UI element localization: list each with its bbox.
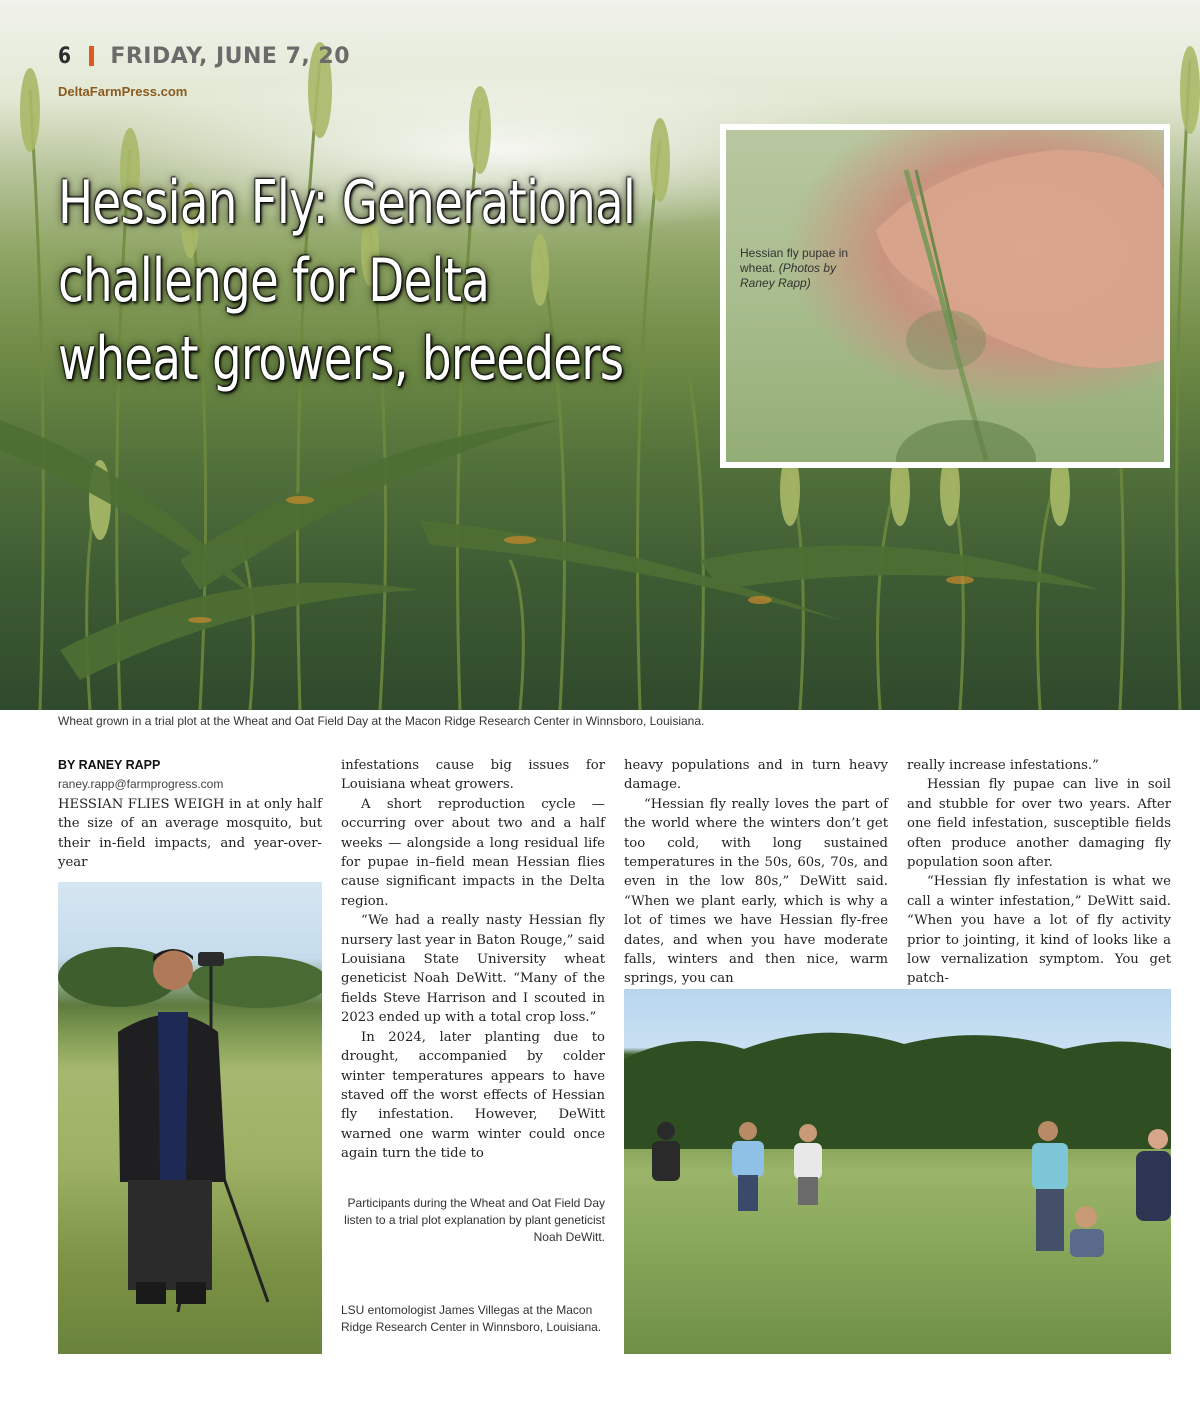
inset-caption	[740, 246, 850, 291]
article-paragraph-7: “Hessian fly infestation is what we call a winter infestation,” DeWitt said. “When you have a lot of fly activity prior to jointing, it kind of looks like a low vernalization symptom. You get patch-	[907, 874, 1171, 987]
article-column-4	[907, 756, 1171, 989]
hessian-fly-pupae-photo	[726, 130, 1164, 462]
author-email[interactable]: raney.rapp@farmprogress.com	[58, 777, 224, 792]
lead-in: HESSIAN FLIES WEIGH	[58, 796, 225, 812]
hero-caption: Wheat grown in a trial plot at the Wheat and Oat Field Day at the Macon Ridge Research Center in Winnsboro, Louisiana.	[58, 714, 705, 728]
participants-in-field-illustration	[624, 989, 1171, 1354]
article-paragraph-6: Hessian fly pupae can live in soil and stubble for over two years. After one field infestation, susceptible fields often produce another damaging fly population soon after.	[907, 777, 1171, 871]
article-column-1	[58, 756, 322, 872]
article-column-2	[341, 756, 605, 1164]
article-paragraph-1-continued: infestations cause big issues for Louisiana wheat growers.	[341, 758, 605, 793]
masthead-separator	[89, 46, 94, 66]
article-paragraph-4: In 2024, later planting due to drought, accompanied by colder winter temperatures appears to have staved off the worst effects of Hessian fly infestation. However, DeWitt warned one warm winter could once again turn the tide to	[341, 1029, 605, 1162]
article-paragraph-5: “Hessian fly really loves the part of the world where the winters don’t get too cold, with long sustained temperatures in the 50s, 60s, 70s, and even in the low 80s,” DeWitt said. “When we plant early, which is why a lot of times we have Hessian fly-free dates, and when you have moderate falls, winters and then nice, warm springs, you can	[624, 796, 888, 987]
inset-caption-text: Hessian fly pupae in wheat.	[740, 246, 849, 275]
masthead	[58, 44, 350, 69]
article-paragraph-1	[58, 795, 322, 873]
entomologist-photo-caption: LSU entomologist James Villegas at the Macon Ridge Research Center in Winnsboro, Louisiana.	[341, 1303, 602, 1334]
photo-credit: (Photos by Raney Rapp)	[740, 261, 837, 290]
headline-line-3: wheat growers, breeders	[58, 324, 624, 394]
paragraph-text: in at only half the size of an average mosquito, but their in-field impacts, and year-over-year	[58, 796, 322, 871]
article-paragraph-3: “We had a really nasty Hessian fly nursery last year in Baton Rouge,” said Louisiana State University wheat geneticist Noah DeWitt. “Many of the fields Steve Harrison and I scouted in 2023 ended up with a total crop loss.”	[341, 913, 605, 1026]
website-link[interactable]: DeltaFarmPress.com	[58, 84, 188, 99]
headline-line-2: challenge for Delta	[58, 246, 490, 316]
article-paragraph-5-continued: really increase infestations.”	[907, 758, 1099, 773]
issue-date: FRIDAY, JUNE 7, 20	[110, 44, 351, 69]
page-number: 6	[58, 44, 72, 69]
field-day-participants-photo	[624, 989, 1171, 1354]
person-with-tripod-illustration	[58, 882, 322, 1354]
hand-holding-wheat-illustration	[726, 130, 1164, 462]
inset-photo-frame	[720, 124, 1170, 468]
headline-line-1: Hessian Fly: Generational	[58, 168, 636, 238]
headline	[58, 164, 708, 398]
article-column-3	[624, 756, 888, 989]
article-paragraph-2: A short reproduction cycle — occurring over about two and a half weeks — alongside a long residual life for pupae in–field mean Hessian flies cause significant impacts in the Delta region.	[341, 796, 605, 909]
entomologist-photo	[58, 882, 322, 1354]
article-paragraph-4-continued: heavy populations and in turn heavy damage.	[624, 758, 888, 793]
byline: BY RANEY RAPP	[58, 758, 161, 772]
participants-photo-caption: Participants during the Wheat and Oat Field Day listen to a trial plot explanation by plant geneticist Noah DeWitt.	[344, 1196, 605, 1244]
